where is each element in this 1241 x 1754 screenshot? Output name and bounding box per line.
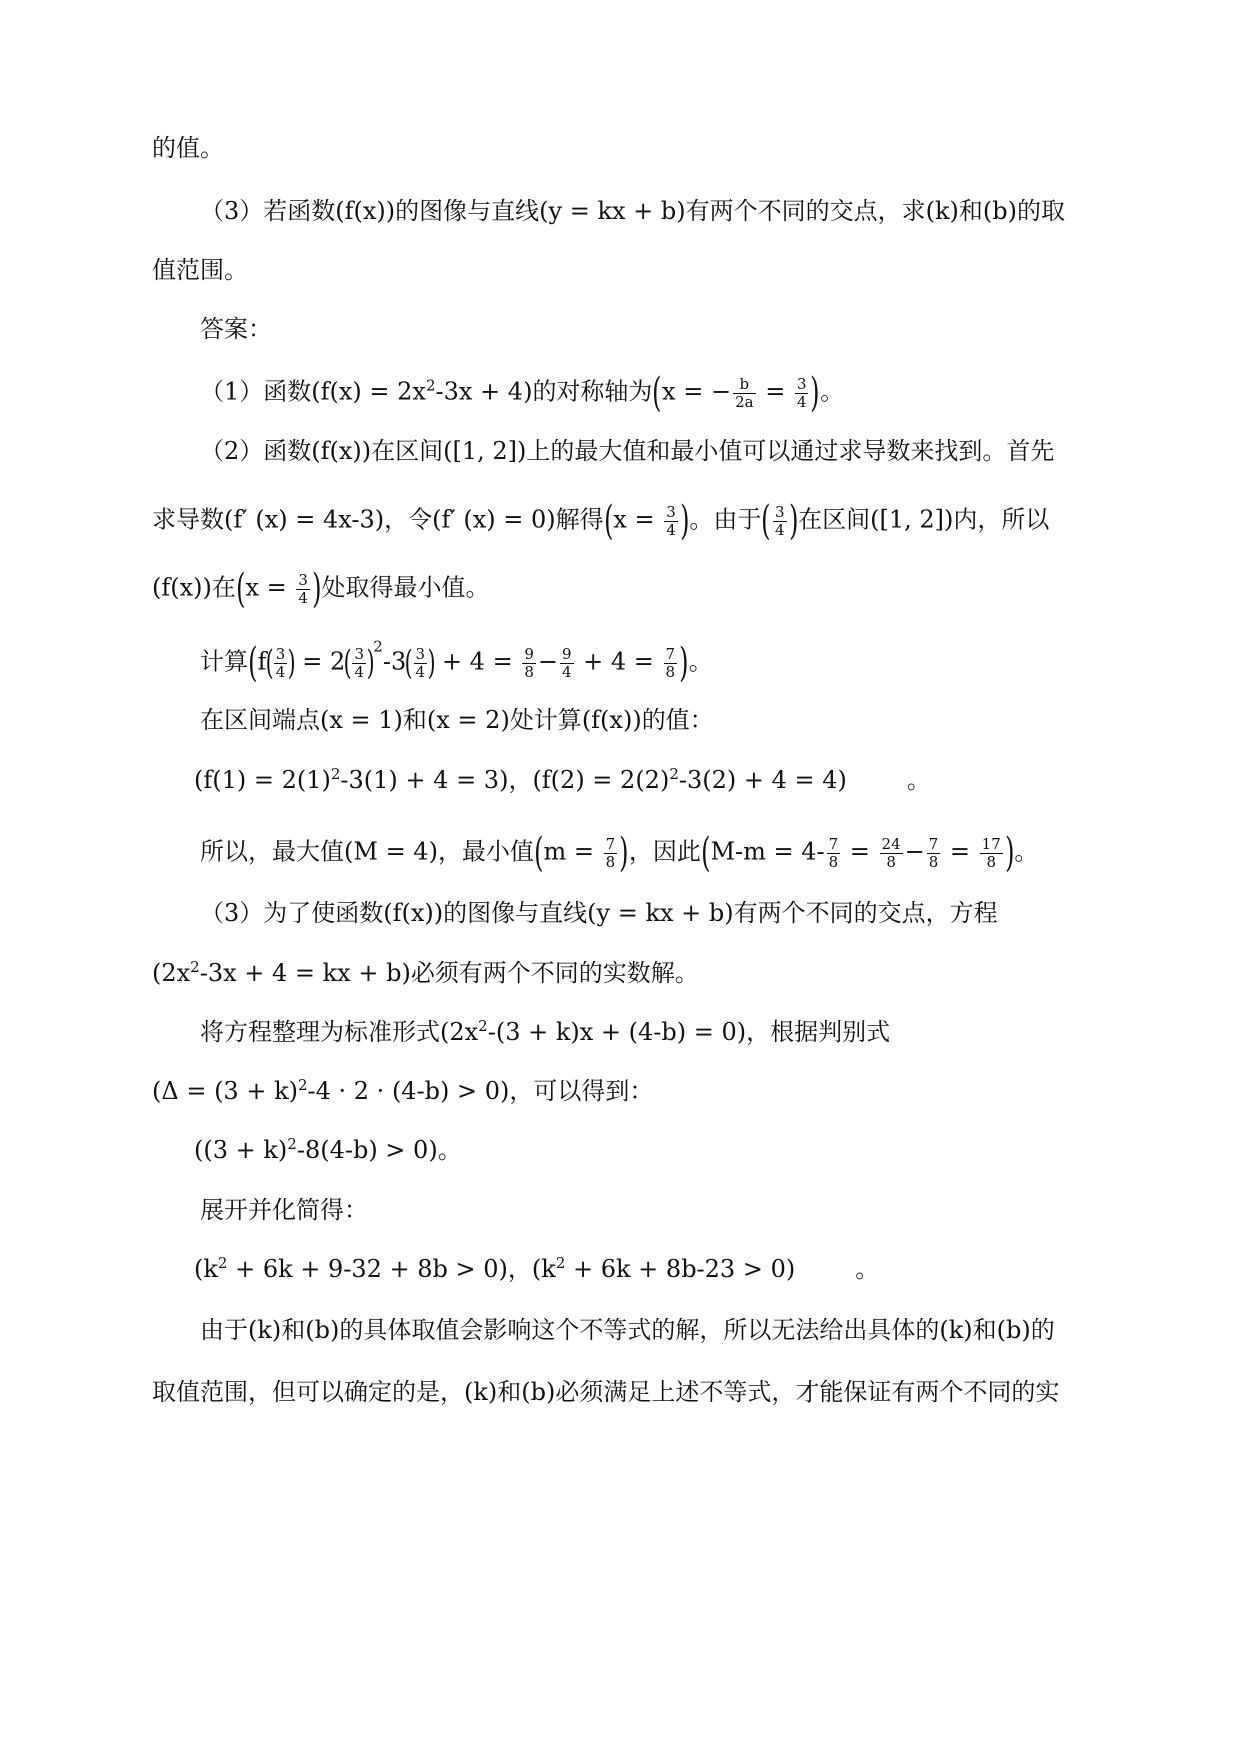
text: 和 xyxy=(281,1316,306,1344)
math: (f(x)) xyxy=(152,573,212,602)
math: m = xyxy=(543,837,602,866)
math: (f′ (x) = 0) xyxy=(432,505,556,534)
denominator: 4 xyxy=(796,392,807,411)
math: -3x + 4 = kx + b) xyxy=(199,959,411,987)
text: 和 xyxy=(497,1378,522,1406)
numerator: 9 xyxy=(524,644,534,663)
paren-left: ( xyxy=(265,643,274,683)
text: 处计算 xyxy=(509,706,582,734)
text: ， xyxy=(507,1255,532,1283)
paren-right: ) xyxy=(810,370,820,416)
denominator: 4 xyxy=(561,662,572,681)
endpoint-values-line xyxy=(194,765,1241,795)
answer-3-line xyxy=(200,898,1241,928)
paren-right: ) xyxy=(679,498,690,544)
question-3-line xyxy=(200,196,1241,226)
paren-left: ( xyxy=(761,498,771,544)
math: f xyxy=(257,647,267,676)
paren-left: ( xyxy=(235,566,246,612)
numerator: 3 xyxy=(354,644,365,663)
math: (b) xyxy=(996,1316,1031,1344)
minimum-line xyxy=(152,566,1241,612)
text: 的图像与直线 xyxy=(443,899,588,927)
exponent: 2 xyxy=(478,1017,488,1035)
exponent: 2 xyxy=(190,958,200,976)
text-line xyxy=(200,1195,1241,1225)
denominator: 4 xyxy=(666,520,676,539)
math: x = xyxy=(613,505,663,534)
denominator: 4 xyxy=(275,662,286,681)
text: ，最小值 xyxy=(437,837,534,866)
text: 。 xyxy=(906,766,931,794)
equation-line xyxy=(152,958,1241,988)
math: ((3 + k) xyxy=(194,1136,288,1164)
fraction xyxy=(296,572,310,607)
text: （2）函数 xyxy=(200,437,312,465)
numerator: 3 xyxy=(415,644,426,663)
math: -3x + 4) xyxy=(435,377,533,406)
math: (f(x)) xyxy=(581,706,642,734)
fraction xyxy=(664,646,678,681)
fraction xyxy=(927,836,941,871)
math: (Δ = (3 + k) xyxy=(152,1077,298,1105)
math: = xyxy=(842,837,878,866)
text: 由于 xyxy=(200,1316,248,1344)
paren-right: ) xyxy=(1004,830,1015,876)
fraction xyxy=(560,646,574,681)
math: (b) xyxy=(521,1378,556,1406)
text: 处取得最小值。 xyxy=(321,573,490,602)
text: 解得 xyxy=(555,505,604,534)
paren-right: ) xyxy=(366,643,375,683)
text: （3）为了使函数 xyxy=(200,899,384,927)
math: -3 xyxy=(382,647,407,676)
math: (x = 1) xyxy=(320,706,403,734)
text: 在区间 xyxy=(798,505,871,534)
text: 有两个不同的交点，方程 xyxy=(733,899,998,927)
text: ，根据判别式 xyxy=(746,1018,891,1046)
text: 有两个不同的交点，求 xyxy=(685,197,926,225)
conclusion-line xyxy=(152,1377,1241,1407)
denominator: 2a xyxy=(735,392,754,411)
math: (f(x) = 2x xyxy=(311,377,426,406)
text: 展开并化简得： xyxy=(200,1196,368,1224)
math: M-m = 4- xyxy=(710,837,825,866)
exponent: 2 xyxy=(373,637,383,656)
math: (b) xyxy=(982,197,1017,225)
text: 的值： xyxy=(641,706,714,734)
denominator: 8 xyxy=(524,662,534,681)
math: (k xyxy=(194,1255,218,1283)
paren-left: ( xyxy=(343,643,352,683)
math: -4 · 2 · (4-b) > 0) xyxy=(307,1077,510,1105)
denominator: 4 xyxy=(298,588,308,607)
denominator: 4 xyxy=(415,662,426,681)
text: 。 xyxy=(688,647,713,676)
denominator: 8 xyxy=(886,852,896,871)
fraction xyxy=(352,646,366,681)
numerator: b xyxy=(733,376,756,394)
math: (2x xyxy=(152,959,191,987)
fraction xyxy=(795,376,809,411)
calc-line xyxy=(200,637,1241,686)
exponent: 2 xyxy=(297,1076,308,1094)
text: 值范围。 xyxy=(152,256,248,284)
fraction xyxy=(664,504,678,539)
text: 答案： xyxy=(200,315,272,343)
answer-2-line xyxy=(200,436,1241,466)
text: （3）若函数 xyxy=(200,197,336,225)
math: (M = 4) xyxy=(344,837,438,866)
fraction xyxy=(880,836,903,871)
numerator: 3 xyxy=(796,374,807,393)
text: 取值范围，但可以确定的是， xyxy=(152,1378,464,1406)
paren-left: ( xyxy=(248,640,258,686)
math: (f(x)) xyxy=(383,899,444,927)
math: ([1, 2]) xyxy=(443,437,527,465)
denominator: 8 xyxy=(605,852,616,871)
math: = xyxy=(757,377,793,406)
conclusion-line xyxy=(200,1315,1241,1345)
text: 的取 xyxy=(1017,197,1065,225)
text: ，因此 xyxy=(628,837,701,866)
paren-right: ) xyxy=(679,640,689,686)
denominator: 8 xyxy=(665,662,676,681)
answer-1-line xyxy=(200,370,1241,416)
numerator: 7 xyxy=(665,644,676,663)
max-min-line xyxy=(200,830,1241,876)
math: + 4 = xyxy=(575,647,662,676)
paren-right: ) xyxy=(287,643,296,683)
simplified-line xyxy=(194,1254,1241,1284)
text: ，令 xyxy=(384,505,433,534)
math: + 4 = xyxy=(434,647,521,676)
text: 的对称轴为 xyxy=(532,377,653,406)
standard-form-line xyxy=(200,1017,1241,1047)
math: (2x xyxy=(440,1018,479,1046)
exponent: 2 xyxy=(287,1135,297,1153)
math: − xyxy=(537,647,558,676)
fraction xyxy=(522,646,536,681)
math: (k) xyxy=(925,197,959,225)
numerator: 24 xyxy=(881,834,901,853)
fraction xyxy=(980,836,1003,871)
derivative-line xyxy=(152,498,1241,544)
exponent: 2 xyxy=(555,1254,566,1272)
paren-left: ( xyxy=(700,830,711,876)
discriminant-line xyxy=(152,1076,1241,1106)
paren-left: ( xyxy=(534,830,544,876)
numerator: 7 xyxy=(605,834,616,853)
text: 的图像与直线 xyxy=(395,197,540,225)
math: ([1, 2]) xyxy=(870,505,954,534)
paren-right: ) xyxy=(788,498,798,544)
math: (f(x)) xyxy=(311,437,372,465)
denominator: 4 xyxy=(774,520,785,539)
paren-right: ) xyxy=(427,643,436,683)
text: 在 xyxy=(211,573,236,602)
exponent: 2 xyxy=(330,765,341,783)
text: 和 xyxy=(958,197,983,225)
text: 的 xyxy=(1030,1316,1055,1344)
denominator: 8 xyxy=(828,852,839,871)
text-line xyxy=(152,255,1241,285)
text: 内，所以 xyxy=(953,505,1050,534)
math: (y = kx + b) xyxy=(539,197,686,225)
math: (k) xyxy=(939,1316,973,1344)
numerator: 3 xyxy=(298,570,308,589)
fraction xyxy=(604,836,618,871)
text: 在区间 xyxy=(371,437,444,465)
text: 。 xyxy=(855,1255,880,1283)
math: -8(4-b) > 0) xyxy=(296,1136,438,1164)
numerator: 3 xyxy=(774,502,785,521)
math: -3(1) + 4 = 3) xyxy=(340,766,509,794)
paren-left: ( xyxy=(603,498,614,544)
denominator: 8 xyxy=(928,852,939,871)
text: 。 xyxy=(820,377,845,406)
denominator: 8 xyxy=(986,852,996,871)
text: 将方程整理为标准形式 xyxy=(200,1018,440,1046)
answer-heading xyxy=(200,314,1241,344)
text: 必须有两个不同的实数解。 xyxy=(410,959,699,987)
text: 。由于 xyxy=(689,505,762,534)
math: -(3 + k)x + (4-b) = 0) xyxy=(487,1018,747,1046)
math: = 2 xyxy=(294,647,346,676)
text: 。 xyxy=(1014,837,1039,866)
text: 的值。 xyxy=(152,134,224,162)
math: x = xyxy=(245,573,295,602)
text: 和 xyxy=(402,706,427,734)
math: + 6k + 9-32 + 8b > 0) xyxy=(227,1255,508,1283)
fraction xyxy=(733,376,756,411)
text: ， xyxy=(508,766,533,794)
paren-left: ( xyxy=(404,643,413,683)
text: 必须满足上述不等式，才能保证有两个不同的实 xyxy=(555,1378,1060,1406)
math: + 6k + 8b-23 > 0) xyxy=(565,1255,796,1283)
math: (y = kx + b) xyxy=(587,899,734,927)
text: 的具体取值会影响这个不等式的解，所以无法给出具体的 xyxy=(339,1316,940,1344)
math: (k) xyxy=(248,1316,282,1344)
paren-right: ) xyxy=(312,566,322,612)
fraction xyxy=(274,646,288,681)
math: (k) xyxy=(464,1378,498,1406)
math: (f(1) = 2(1) xyxy=(194,766,331,794)
math: − xyxy=(904,837,925,866)
math: = xyxy=(942,837,978,866)
text: 。 xyxy=(437,1136,462,1164)
numerator: 9 xyxy=(561,644,572,663)
text: 计算 xyxy=(200,647,248,676)
numerator: 3 xyxy=(275,644,286,663)
numerator: 7 xyxy=(828,834,839,853)
math: (b) xyxy=(305,1316,340,1344)
fraction xyxy=(414,646,428,681)
fraction xyxy=(773,504,787,539)
math: x = − xyxy=(662,377,732,406)
math: (f′ (x) = 4x-3) xyxy=(224,505,385,534)
exponent: 2 xyxy=(425,376,436,395)
paren-right: ) xyxy=(619,830,629,876)
text: 上的最大值和最小值可以通过求导数来找到。首先 xyxy=(526,437,1055,465)
fraction xyxy=(827,836,841,871)
text: （1）函数 xyxy=(200,377,312,406)
math: (f(2) = 2(2) xyxy=(532,766,670,794)
numerator: 17 xyxy=(981,834,1001,853)
math: -3(2) + 4 = 4) xyxy=(678,766,847,794)
exponent: 2 xyxy=(217,1254,228,1272)
numerator: 7 xyxy=(928,834,939,853)
inequality-line xyxy=(194,1135,1241,1165)
math: (x = 2) xyxy=(426,706,510,734)
math: (f(x)) xyxy=(335,197,396,225)
math: (k xyxy=(531,1255,556,1283)
text: 和 xyxy=(972,1316,997,1344)
numerator: 3 xyxy=(666,502,676,521)
text-line xyxy=(152,133,1241,163)
paren-left: ( xyxy=(652,370,662,416)
exponent: 2 xyxy=(669,765,679,783)
text: 在区间端点 xyxy=(200,706,320,734)
endpoint-line xyxy=(200,705,1241,735)
text: 所以，最大值 xyxy=(200,837,344,866)
text: 求导数 xyxy=(152,505,224,534)
denominator: 4 xyxy=(354,662,365,681)
text: ，可以得到： xyxy=(509,1077,654,1105)
